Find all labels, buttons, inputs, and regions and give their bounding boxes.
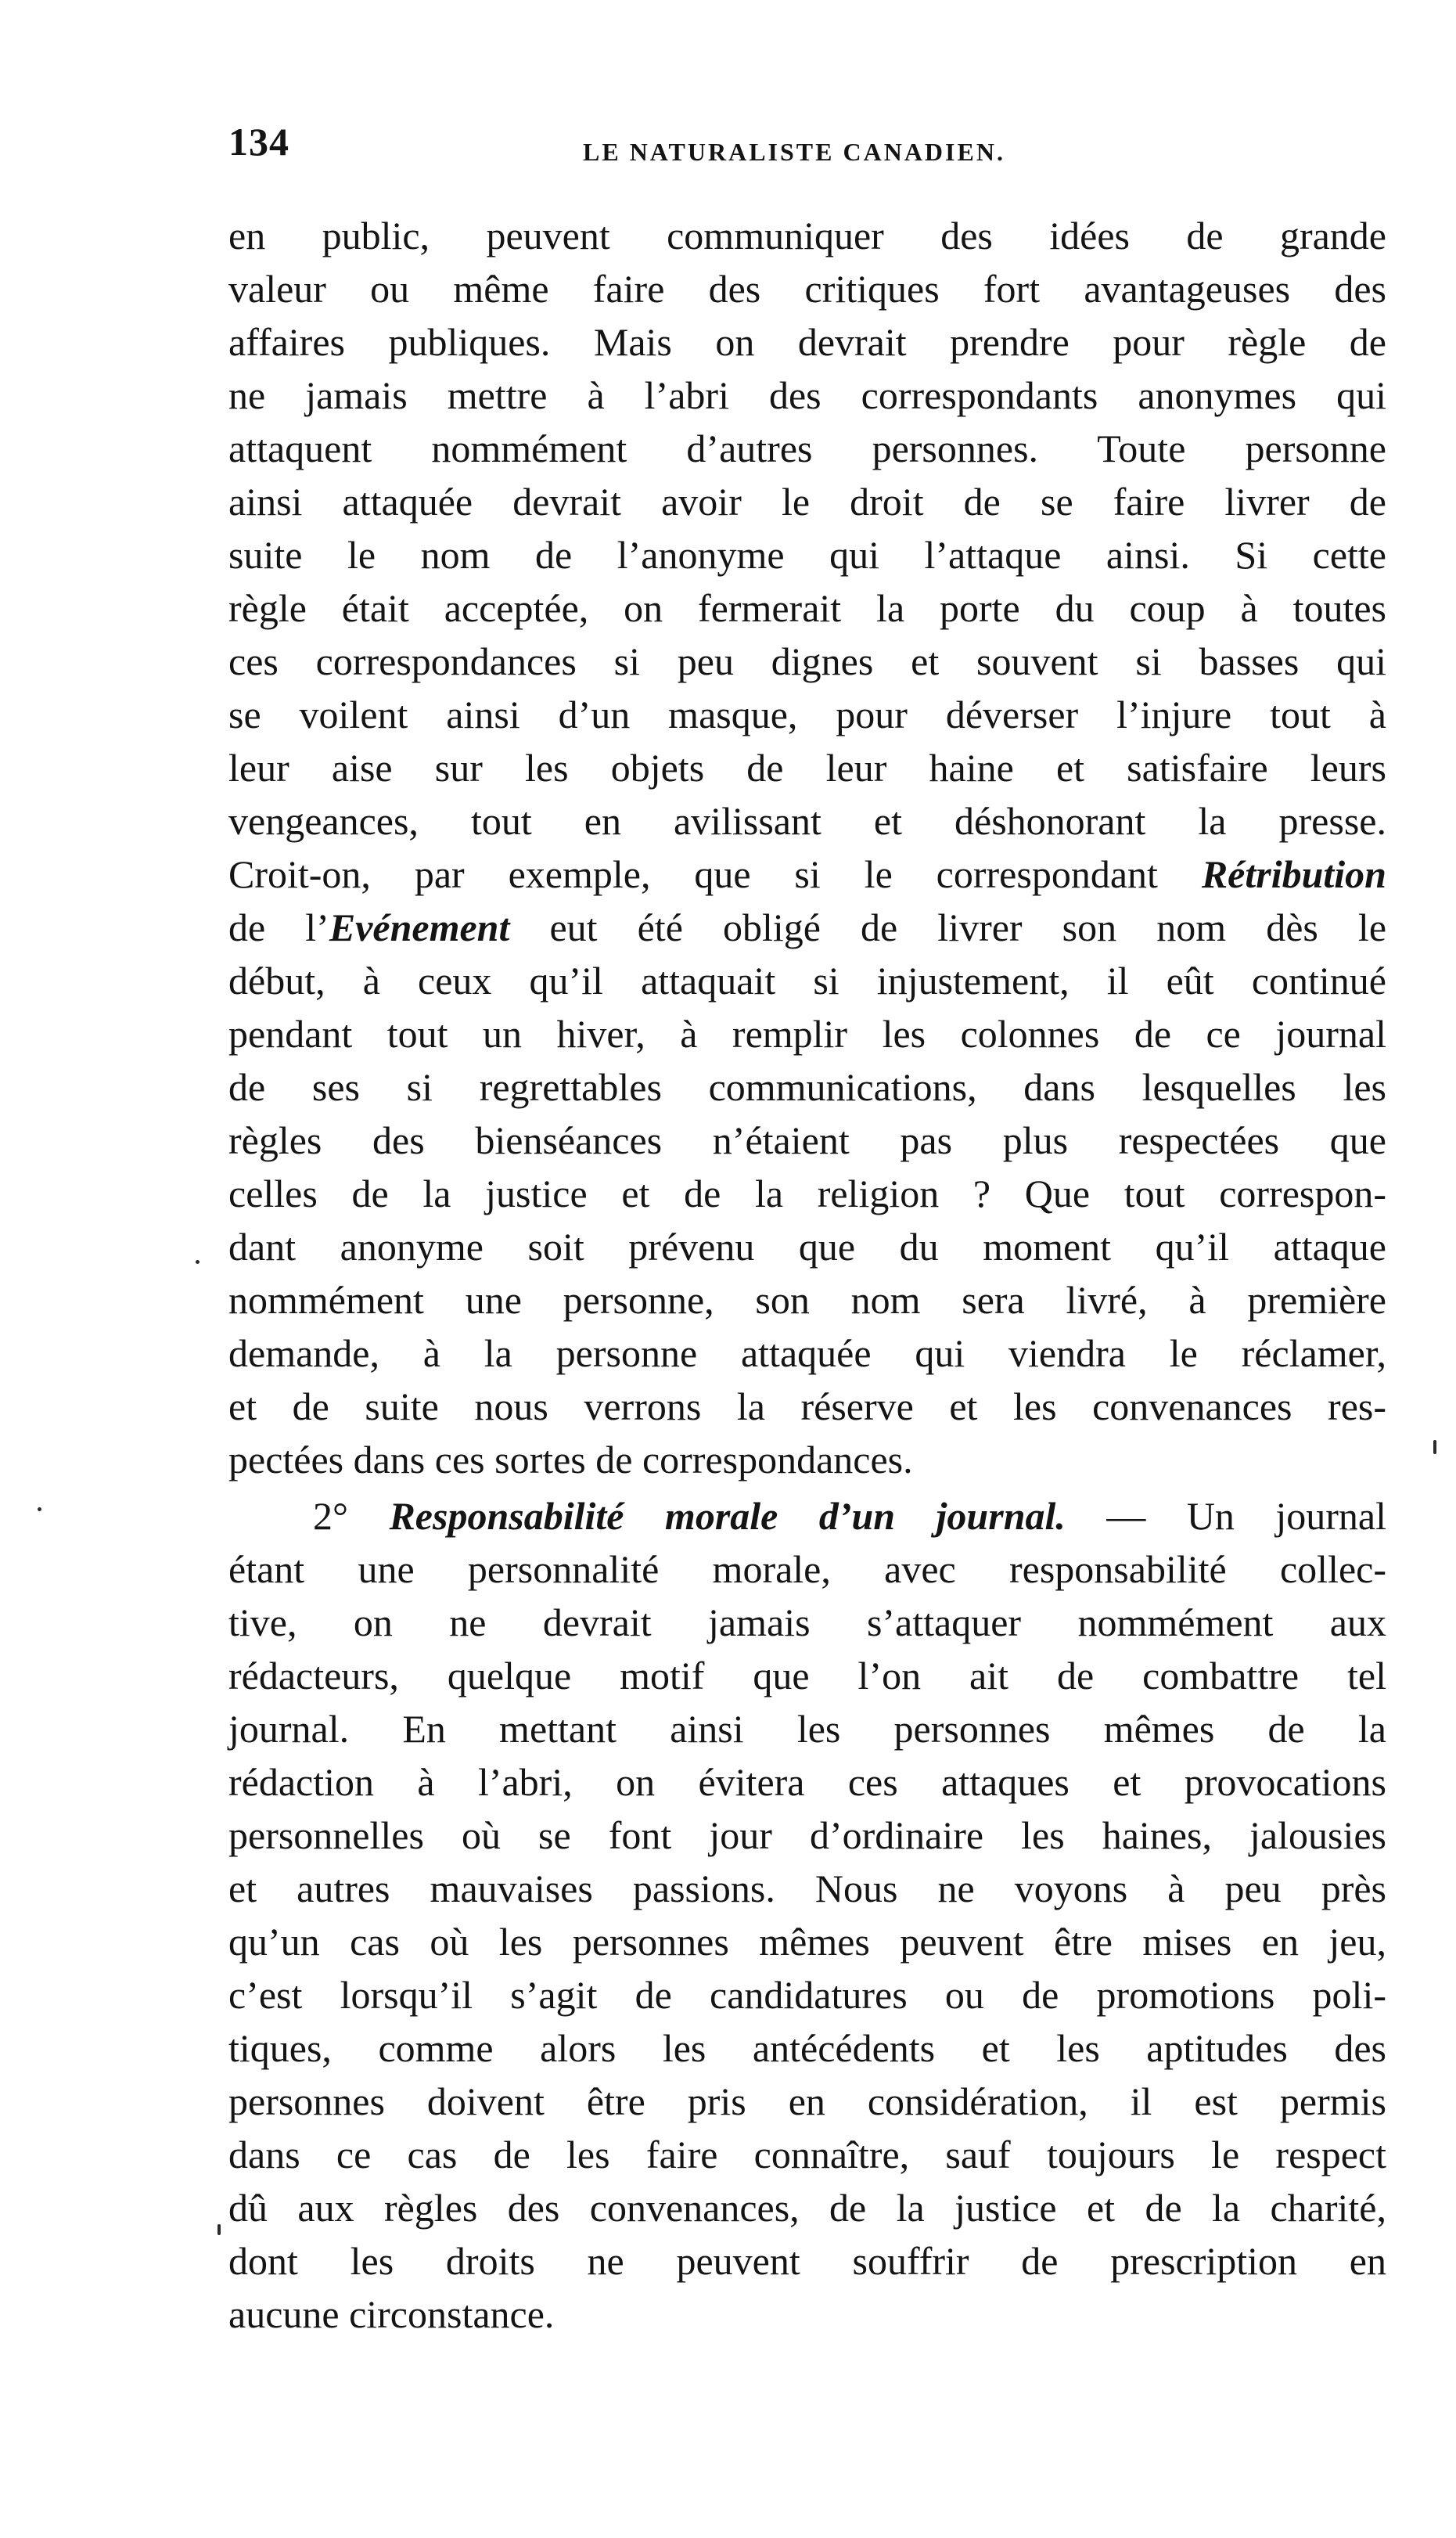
ink-speck xyxy=(218,2224,221,2235)
text-line xyxy=(228,795,1386,847)
line-text: personnes doivent être pris en considération, il est permis xyxy=(228,2079,1386,2123)
italic-newspaper-title: Evénement xyxy=(329,905,510,949)
line-text: dû aux règles des convenances, de la justice et de la charité, xyxy=(228,2186,1386,2230)
ink-speck xyxy=(196,1260,200,1264)
section-number: 2° xyxy=(313,1494,390,1538)
line-text: vengeances, tout en avilissant et déshonorant la presse. xyxy=(228,799,1386,843)
italic-pseudonym: Rétribution xyxy=(1201,852,1386,896)
text-line xyxy=(228,2022,1386,2074)
line-text: aucune circonstance. xyxy=(228,2292,555,2336)
line-text: étant une personnalité morale, avec responsabilité collec- xyxy=(228,1547,1386,1591)
line-text: règle était acceptée, on fermerait la porte du coup à toutes xyxy=(228,586,1386,630)
text-line xyxy=(228,1916,1386,1967)
text-line xyxy=(228,1008,1386,1060)
line-text: et de suite nous verrons la réserve et les convenances res- xyxy=(228,1384,1386,1428)
text-line xyxy=(228,2288,1386,2340)
line-text: demande, à la personne attaquée qui viendra le réclamer, xyxy=(228,1331,1386,1375)
line-text: c’est lorsqu’il s’agit de candidatures ou de promotions poli- xyxy=(228,1973,1386,2017)
text-line xyxy=(228,1168,1386,1219)
text-line xyxy=(228,902,1386,953)
text-line xyxy=(228,742,1386,794)
line-text: — Un journal xyxy=(1065,1494,1386,1538)
text-line xyxy=(228,263,1386,315)
text-line xyxy=(228,1597,1386,1648)
text-line xyxy=(228,1061,1386,1113)
text-line xyxy=(228,1274,1386,1326)
line-text: personnelles où se font jour d’ordinaire les haines, jalousies xyxy=(228,1813,1386,1857)
text-line xyxy=(228,2235,1386,2287)
text-line xyxy=(228,2075,1386,2127)
line-text: valeur ou même faire des critiques fort avantageuses des xyxy=(228,267,1386,311)
text-line xyxy=(228,529,1386,581)
text-line xyxy=(228,1863,1386,1914)
line-text: pendant tout un hiver, à remplir les colonnes de ce journal xyxy=(228,1012,1386,1056)
line-text: nommément une personne, son nom sera livré, à première xyxy=(228,1278,1386,1322)
line-text: pectées dans ces sortes de correspondances. xyxy=(228,1438,913,1481)
text-line xyxy=(228,1969,1386,2021)
line-text: attaquent nommément d’autres personnes. Toute personne xyxy=(228,427,1386,470)
ink-speck xyxy=(38,1507,41,1511)
line-text: dont les droits ne peuvent souffrir de prescription en xyxy=(228,2239,1386,2283)
line-text: et autres mauvaises passions. Nous ne voyons à peu près xyxy=(228,1867,1386,1910)
line-text: tiques, comme alors les antécédents et les aptitudes des xyxy=(228,2026,1386,2070)
line-text: de ses si regrettables communications, dans lesquelles les xyxy=(228,1065,1386,1109)
text-line xyxy=(228,1703,1386,1755)
text-line xyxy=(228,1221,1386,1273)
page-number: 134 xyxy=(228,120,289,164)
line-text: ne jamais mettre à l’abri des correspondants anonymes qui xyxy=(228,373,1386,417)
line-text: règles des bienséances n’étaient pas plus respectées que xyxy=(228,1118,1386,1162)
line-text: ainsi attaquée devrait avoir le droit de se faire livrer de xyxy=(228,480,1386,524)
text-line xyxy=(228,1114,1386,1166)
line-text: tive, on ne devrait jamais s’attaquer nommément aux xyxy=(228,1600,1386,1644)
text-line xyxy=(228,955,1386,1006)
text-line xyxy=(228,1327,1386,1379)
line-text: début, à ceux qu’il attaquait si injustement, il eût continué xyxy=(228,959,1386,1003)
line-text: dant anonyme soit prévenu que du moment qu’il attaque xyxy=(228,1225,1386,1269)
text-line xyxy=(228,423,1386,474)
text-line xyxy=(228,210,1386,261)
text-line xyxy=(228,1756,1386,1808)
line-text: ces correspondances si peu dignes et souvent si basses qui xyxy=(228,639,1386,683)
text-line xyxy=(228,1650,1386,1701)
text-line xyxy=(228,2129,1386,2180)
section-title: Responsabilité morale d’un journal. xyxy=(389,1494,1066,1538)
running-head: LE NATURALISTE CANADIEN. xyxy=(583,138,1005,166)
line-text: en public, peuvent communiquer des idées de grande xyxy=(228,214,1386,257)
line-text: affaires publiques. Mais on devrait prendre pour règle de xyxy=(228,320,1386,364)
line-text: eut été obligé de livrer son nom dès le xyxy=(509,905,1387,949)
ink-speck xyxy=(1433,1440,1436,1454)
text-line xyxy=(228,1434,1386,1485)
text-line xyxy=(228,369,1386,421)
line-text: qu’un cas où les personnes mêmes peuvent être mises en jeu, xyxy=(228,1920,1386,1964)
text-line xyxy=(228,316,1386,368)
line-text: leur aise sur les objets de leur haine et satisfaire leurs xyxy=(228,746,1386,790)
text-line xyxy=(228,689,1386,740)
line-text: Croit-on, par exemple, que si le correspondant xyxy=(228,852,1202,896)
section-heading-line xyxy=(313,1490,1386,1542)
line-text: rédacteurs, quelque motif que l’on ait de combattre tel xyxy=(228,1654,1386,1697)
text-line xyxy=(228,476,1386,527)
line-text: journal. En mettant ainsi les personnes mêmes de la xyxy=(228,1707,1386,1751)
line-text: rédaction à l’abri, on évitera ces attaques et provocations xyxy=(228,1760,1386,1804)
line-text: se voilent ainsi d’un masque, pour déverser l’injure tout à xyxy=(228,693,1386,736)
line-text: de l’ xyxy=(228,905,329,949)
line-text: dans ce cas de les faire connaître, sauf toujours le respect xyxy=(228,2133,1386,2176)
text-line xyxy=(228,848,1386,900)
text-line xyxy=(228,2182,1386,2234)
text-line xyxy=(228,1809,1386,1861)
line-text: celles de la justice et de la religion ? Que tout correspon- xyxy=(228,1172,1386,1215)
text-line xyxy=(228,1543,1386,1595)
text-line xyxy=(228,635,1386,687)
line-text: suite le nom de l’anonyme qui l’attaque ainsi. Si cette xyxy=(228,533,1386,577)
text-line xyxy=(228,582,1386,634)
text-line xyxy=(228,1381,1386,1432)
